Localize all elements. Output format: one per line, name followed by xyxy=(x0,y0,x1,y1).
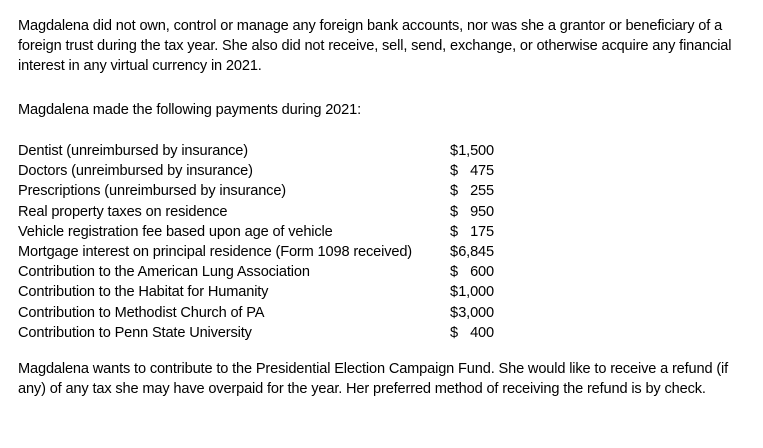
payment-description: Contribution to the American Lung Association xyxy=(18,264,310,281)
payment-amount xyxy=(450,303,494,323)
payment-row xyxy=(18,202,518,222)
payment-amount xyxy=(450,282,494,302)
currency-symbol: $ xyxy=(450,304,458,321)
amount-value: 600 xyxy=(470,264,494,281)
payment-description: Prescriptions (unreimbursed by insurance) xyxy=(18,183,287,200)
payment-row xyxy=(18,161,518,181)
payment-amount xyxy=(450,262,494,282)
payment-description: Contribution to Methodist Church of PA xyxy=(18,304,265,321)
currency-symbol: $ xyxy=(450,324,458,341)
payment-row xyxy=(18,141,518,161)
payment-amount xyxy=(450,181,494,201)
intro-paragraph: Magdalena did not own, control or manage any foreign bank accounts, nor was she a grantor or beneficiary of a foreign trust during the tax year. She also did not receive, sell, send, exchange, or otherwise acquire any financial interest in any virtual currency in 2021. xyxy=(18,18,732,74)
payment-row xyxy=(18,262,518,282)
payment-row xyxy=(18,303,518,323)
closing-paragraph: Magdalena wants to contribute to the Presidential Election Campaign Fund. She would like to receive a refund (if any) of any tax she may have overpaid for the year. Her preferred method of receiving the refund is by check. xyxy=(18,361,729,397)
payment-description: Doctors (unreimbursed by insurance) xyxy=(18,163,253,180)
amount-value: 255 xyxy=(470,183,494,200)
amount-value: 1,500 xyxy=(458,143,494,159)
payment-description: Contribution to Penn State University xyxy=(18,324,252,341)
currency-symbol: $ xyxy=(450,163,458,180)
payment-amount xyxy=(450,202,494,222)
amount-value: 6,845 xyxy=(458,243,494,260)
payment-amount xyxy=(450,141,494,161)
payment-description: Mortgage interest on principal residence (Form 1098 received) xyxy=(18,243,412,260)
payment-row xyxy=(18,181,518,201)
amount-value: 175 xyxy=(470,223,494,240)
payment-row xyxy=(18,323,518,343)
currency-symbol: $ xyxy=(450,243,458,260)
currency-symbol: $ xyxy=(450,203,458,220)
currency-symbol: $ xyxy=(450,143,458,159)
currency-symbol: $ xyxy=(450,183,458,200)
currency-symbol: $ xyxy=(450,264,458,281)
payment-row xyxy=(18,222,518,242)
payment-amount xyxy=(450,222,494,242)
payment-amount xyxy=(450,323,494,343)
payment-description: Contribution to the Habitat for Humanity xyxy=(18,284,269,301)
amount-value: 950 xyxy=(470,203,494,220)
payments-list xyxy=(18,141,518,343)
payment-row xyxy=(18,282,518,302)
amount-value: 3,000 xyxy=(458,304,494,321)
payment-description: Real property taxes on residence xyxy=(18,203,228,220)
amount-value: 400 xyxy=(470,324,494,341)
amount-value: 1,000 xyxy=(458,284,494,301)
payments-heading: Magdalena made the following payments during 2021: xyxy=(18,102,361,118)
currency-symbol: $ xyxy=(450,223,458,240)
payment-amount xyxy=(450,242,494,262)
payment-row xyxy=(18,242,518,262)
currency-symbol: $ xyxy=(450,284,458,301)
amount-value: 475 xyxy=(470,163,494,180)
payment-description: Dentist (unreimbursed by insurance) xyxy=(18,143,248,159)
payment-description: Vehicle registration fee based upon age of vehicle xyxy=(18,223,333,240)
payment-amount xyxy=(450,161,494,181)
